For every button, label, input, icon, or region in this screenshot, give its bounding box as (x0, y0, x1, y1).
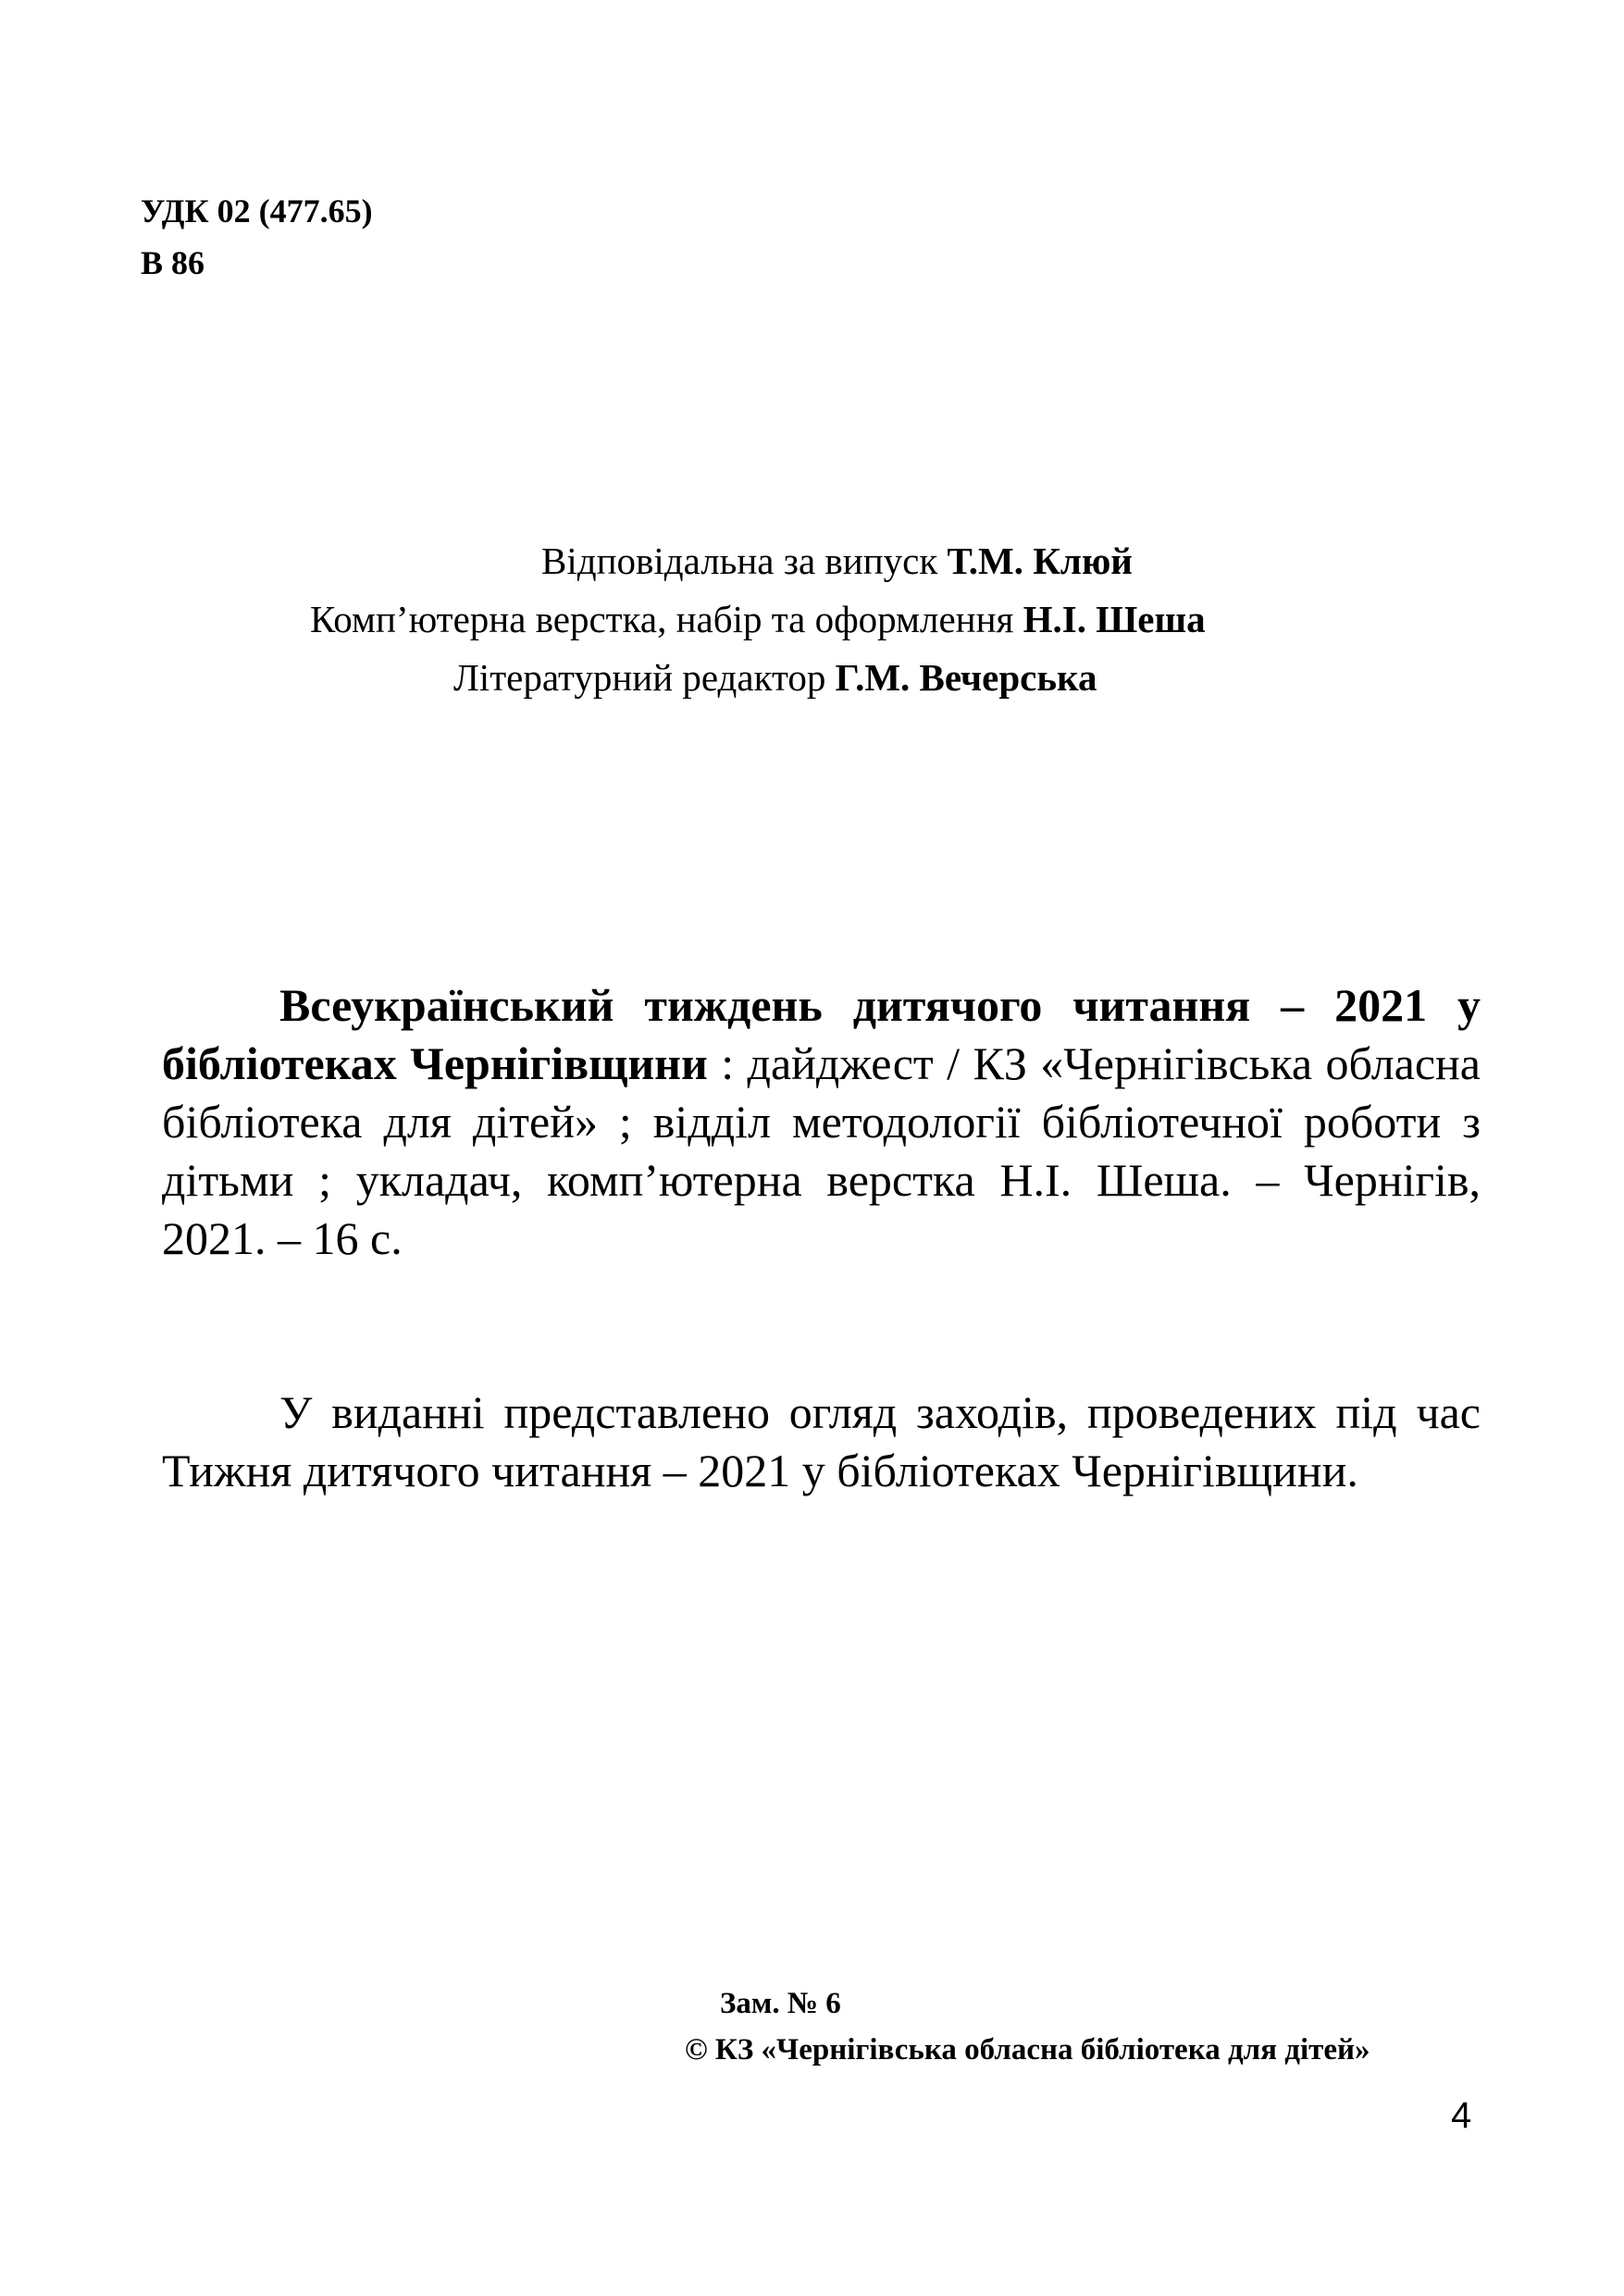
publication-title: Всеукраїнський тиждень дитячого читання – 2021 у бібліотеках Чернігівщини (162, 979, 1481, 1089)
udc-code: УДК 02 (477.65) (141, 192, 373, 230)
publication-description: : дайджест / КЗ «Чернігівська обласна бібліотека для дітей» ; відділ методології бібліотечної роботи з дітьми ; укладач, комп’ютерна верстка Н.І. Шеша. – Чернігів, 2021. – 16 с. (162, 1037, 1481, 1264)
credit-name: Г.М. Вечерська (835, 656, 1097, 699)
author-mark: В 86 (141, 244, 205, 281)
credit-role: Відповідальна за випуск (541, 540, 948, 582)
credit-name: Т.М. Клюй (947, 540, 1133, 582)
credit-responsible (541, 535, 1133, 587)
credit-role: Літературний редактор (453, 656, 836, 699)
udc-classification (141, 185, 373, 289)
credit-editor (453, 652, 1097, 703)
bibliographic-record (162, 976, 1481, 1268)
annotation: У виданні представлено огляд заходів, проведених під час Тижня дитячого читання – 2021 у бібліотеках Чернігівщини. (162, 1386, 1481, 1496)
credit-name: Н.І. Шеша (1023, 598, 1206, 640)
copyright-notice: © КЗ «Чернігівська обласна бібліотека для дітей» (685, 2033, 1370, 2066)
credit-layout (310, 593, 1206, 645)
page-number: 4 (1451, 2095, 1472, 2136)
order-number: Зам. № 6 (720, 1987, 841, 2020)
credit-role: Комп’ютерна верстка, набір та оформлення (310, 598, 1023, 640)
